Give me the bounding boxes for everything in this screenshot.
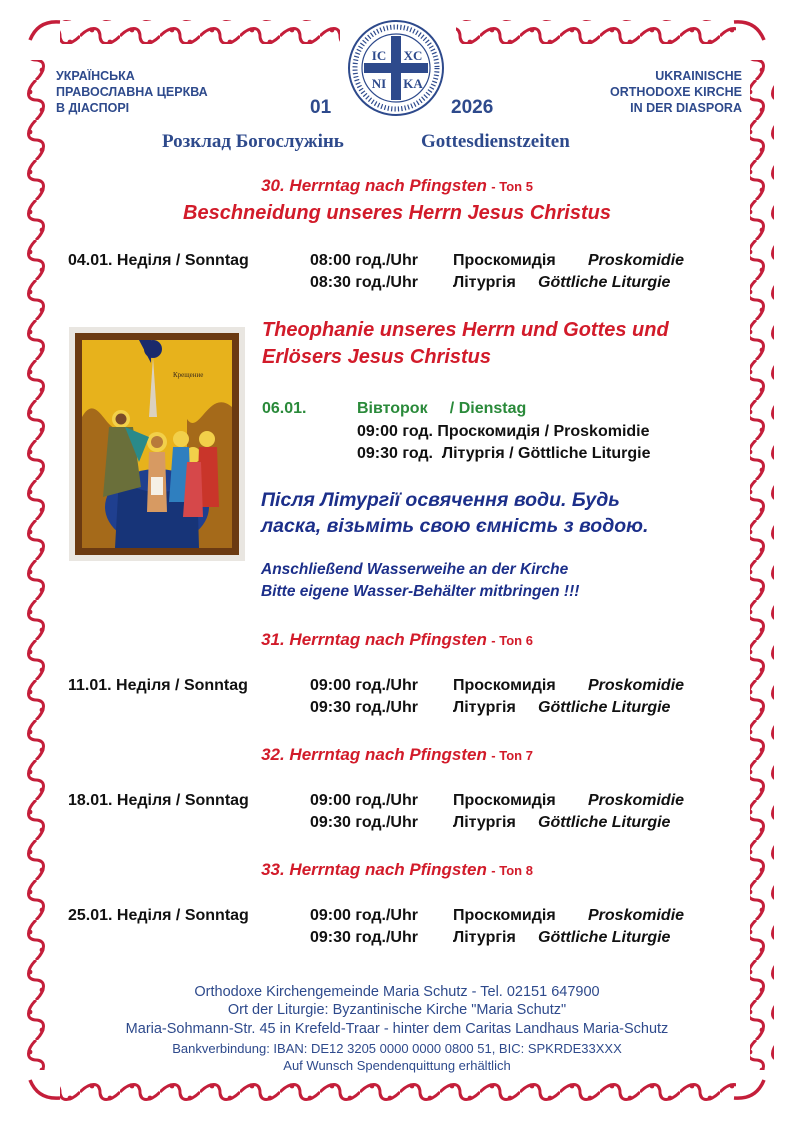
theophany-icon-image (69, 327, 245, 561)
theophany-note-de-line-1: Anschließend Wasserweihe an der Kirche (261, 561, 569, 578)
theophany-row-1: 09:00 год. Проскомидія / Proskomidie (357, 423, 650, 440)
sunday-4-service-1-uk: Проскомидія (453, 907, 556, 924)
footer-location: Ort der Liturgie: Byzantinische Kirche "Maria Schutz" (227, 1002, 567, 1018)
year-label: 2026 (451, 97, 494, 118)
sunday-4-service-2-uk: Літургія (453, 929, 516, 946)
month-label: 01 (310, 97, 332, 118)
sunday-2-service-1-de: Proskomidie (588, 677, 685, 694)
sunday-3-heading (0, 745, 794, 765)
org-uk-line-2: ПРАВОСЛАВНА ЦЕРКВА (56, 85, 208, 99)
sunday-4-time-2: 09:30 год./Uhr (310, 929, 418, 946)
header-org-uk (56, 68, 208, 116)
sunday-2-service-2-de: Göttliche Liturgie (538, 699, 671, 716)
sunday-2-time-1: 09:00 год./Uhr (310, 677, 418, 694)
sunday-2-heading (0, 630, 794, 650)
svg-text:XC: XC (403, 48, 423, 63)
sunday-1-time-2: 08:30 год./Uhr (310, 274, 418, 291)
theophany-note-uk-line-1: Після Літургії освячення води. Будь (261, 489, 620, 511)
org-uk-line-3: В ДІАСПОРІ (56, 101, 130, 115)
theophany-title-line-1: Theophanie unseres Herrn und Gottes und (262, 319, 669, 341)
svg-text:KA: KA (403, 76, 423, 91)
sunday-1-service-2-de: Göttliche Liturgie (538, 274, 671, 291)
sunday-3-ton: - Ton 7 (491, 748, 533, 763)
sunday-1-title: 30. Herrntag nach Pfingsten (261, 176, 487, 195)
sunday-4-title: 33. Herrntag nach Pfingsten (261, 860, 487, 879)
sunday-3-time-2: 09:30 год./Uhr (310, 814, 418, 831)
sunday-1-service-1-uk: Проскомидія (453, 252, 556, 269)
sunday-1-ton: - Ton 5 (491, 179, 533, 194)
title-de: Gottesdienstzeiten (421, 131, 570, 152)
sunday-1-service-2-uk: Літургія (453, 274, 516, 291)
sunday-1-service-1-de: Proskomidie (588, 252, 685, 269)
sunday-1-date: 04.01. Неділя / Sonntag (68, 252, 249, 269)
sunday-3-service-2-de: Göttliche Liturgie (538, 814, 671, 831)
sunday-1-heading (0, 176, 794, 196)
org-de-line-2: ORTHODOXE KIRCHE (610, 85, 742, 99)
sunday-2-time-2: 09:30 год./Uhr (310, 699, 418, 716)
header-org-de (600, 68, 742, 116)
footer-parish: Orthodoxe Kirchengemeinde Maria Schutz - Tel. 02151 647900 (194, 984, 600, 1000)
icon-caption: Крещение (173, 371, 204, 379)
sunday-4-ton: - Ton 8 (491, 863, 533, 878)
sunday-3-service-2-uk: Літургія (453, 814, 516, 831)
sunday-2-ton: - Ton 6 (491, 633, 533, 648)
sunday-3-time-1: 09:00 год./Uhr (310, 792, 418, 809)
theophany-title-line-2: Erlösers Jesus Christus (262, 346, 491, 368)
sunday-3-service-1-de: Proskomidie (588, 792, 685, 809)
church-seal-logo (346, 18, 446, 118)
sunday-4-time-1: 09:00 год./Uhr (310, 907, 418, 924)
sunday-4-service-2-de: Göttliche Liturgie (538, 929, 671, 946)
footer-bank: Bankverbindung: IBAN: DE12 3205 0000 0000 0800 51, BIC: SPKRDE33XXX (172, 1041, 622, 1056)
org-de-line-1: UKRAINISCHE (655, 69, 742, 83)
sunday-4-service-1-de: Proskomidie (588, 907, 685, 924)
sunday-3-title: 32. Herrntag nach Pfingsten (261, 745, 487, 764)
sunday-2-title: 31. Herrntag nach Pfingsten (261, 630, 487, 649)
sunday-3-date: 18.01. Неділя / Sonntag (68, 792, 249, 809)
sunday-1-feast: Beschneidung unseres Herrn Jesus Christus (183, 202, 611, 224)
theophany-row-2: 09:30 год. Літургія / Göttliche Liturgie (357, 445, 651, 462)
sunday-2-service-1-uk: Проскомидія (453, 677, 556, 694)
theophany-day: Вівторок / Dienstag (357, 400, 527, 417)
theophany-note-de-line-2: Bitte eigene Wasser-Behälter mitbringen !!! (261, 583, 580, 600)
sunday-1-time-1: 08:00 год./Uhr (310, 252, 418, 269)
title-uk: Розклад Богослужінь (162, 131, 344, 152)
org-de-line-3: IN DER DIASPORA (630, 101, 742, 115)
svg-text:IC: IC (371, 48, 387, 63)
sunday-4-heading (0, 860, 794, 880)
sunday-2-service-2-uk: Літургія (453, 699, 516, 716)
footer-receipt: Auf Wunsch Spendenquittung erhältlich (283, 1058, 511, 1073)
sunday-3-service-1-uk: Проскомидія (453, 792, 556, 809)
sunday-2-date: 11.01. Неділя / Sonntag (68, 677, 248, 694)
org-uk-line-1: УКРАЇНСЬКА (56, 69, 135, 83)
footer-address: Maria-Sohmann-Str. 45 in Krefeld-Traar - hinter dem Caritas Landhaus Maria-Schutz (125, 1021, 669, 1037)
svg-text:NI: NI (371, 76, 387, 91)
sunday-4-date: 25.01. Неділя / Sonntag (68, 907, 249, 924)
theophany-note-uk-line-2: ласка, візьміть свою ємність з водою. (261, 515, 649, 537)
theophany-date: 06.01. (262, 400, 307, 417)
